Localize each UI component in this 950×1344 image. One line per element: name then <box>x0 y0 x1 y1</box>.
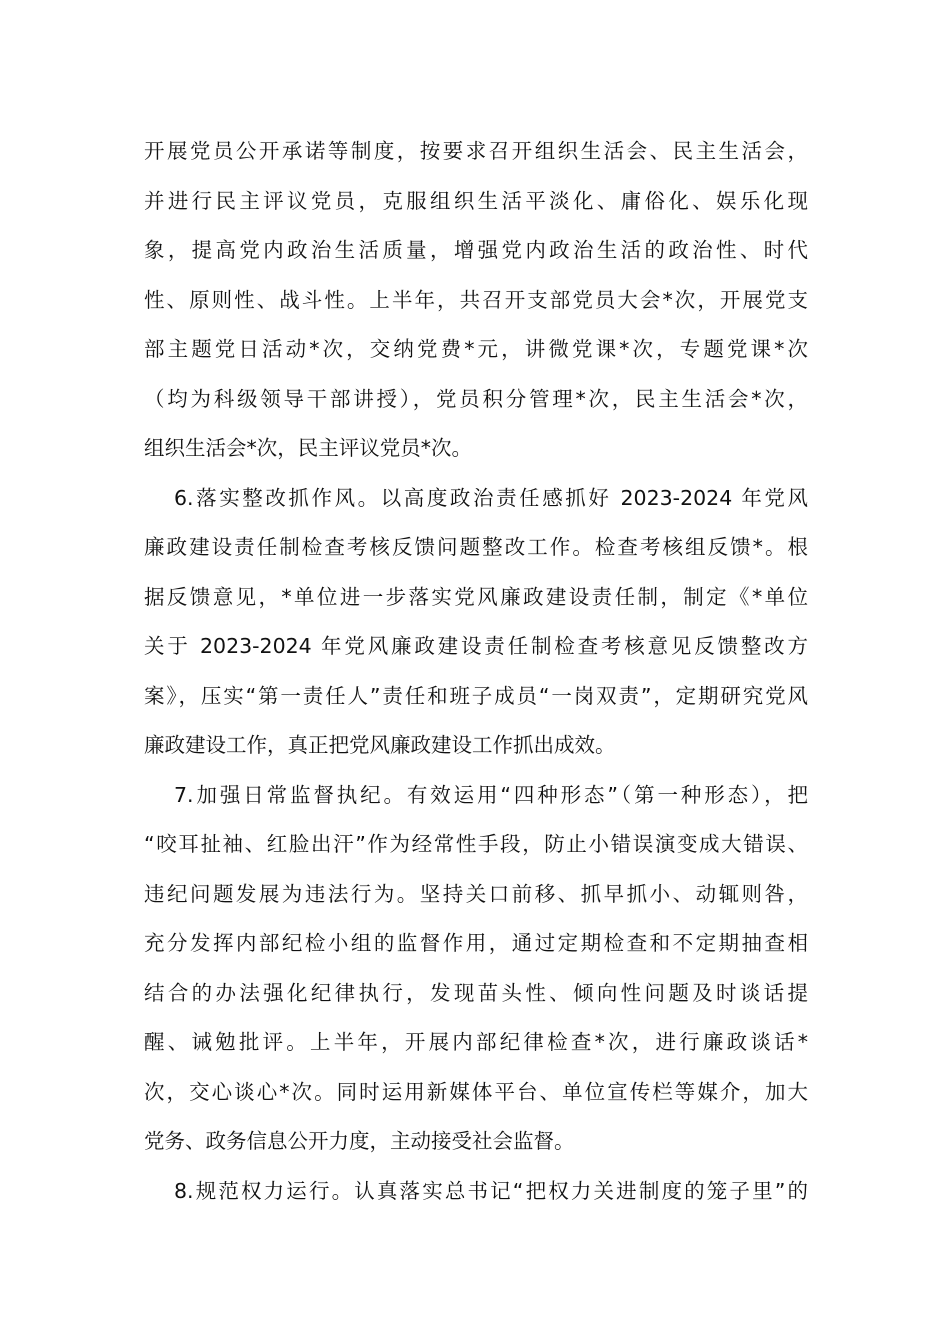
paragraph-8-start: 8.规范权力运行。认真落实总书记“把权力关进制度的笼子里”的 <box>174 1178 808 1203</box>
text-line: 关于 2023-2024 年党风廉政建设责任制检查考核意见反馈整改方 <box>144 634 808 658</box>
text-line: 部主题党日活动*次，交纳党费*元，讲微党课*次，专题党课*次 <box>144 337 808 361</box>
text-line: 醒、诫勉批评。上半年，开展内部纪律检查*次，进行廉政谈话* <box>144 1030 808 1054</box>
paragraph-7-start: 7.加强日常监督执纪。有效运用“四种形态”（第一种形态），把 <box>174 782 808 807</box>
text-line: “咬耳扯袖、红脸出汗”作为经常性手段，防止小错误演变成大错误、 <box>144 832 808 856</box>
text-line: 并进行民主评议党员，克服组织生活平淡化、庸俗化、娱乐化现 <box>144 188 808 213</box>
paragraph-6-start: 6.落实整改抓作风。以高度政治责任感抓好 2023-2024 年党风 <box>174 485 808 510</box>
text-line: 象，提高党内政治生活质量，增强党内政治生活的政治性、时代 <box>144 238 808 262</box>
text-line: 次，交心谈心*次。同时运用新媒体平台、单位宣传栏等媒介，加大 <box>144 1079 808 1104</box>
text-line: 开展党员公开承诺等制度，按要求召开组织生活会、民主生活会， <box>144 139 808 163</box>
text-line: 违纪问题发展为违法行为。坚持关口前移、抓早抓小、动辄则咎， <box>144 881 808 906</box>
text-line: 充分发挥内部纪检小组的监督作用，通过定期检查和不定期抽查相 <box>144 931 808 955</box>
text-line: 廉政建设责任制检查考核反馈问题整改工作。检查考核组反馈*。根 <box>144 535 808 559</box>
text-line: 结合的办法强化纪律执行，发现苗头性、倾向性问题及时谈话提 <box>144 980 808 1005</box>
text-line: 据反馈意见，*单位进一步落实党风廉政建设责任制，制定《*单位 <box>144 584 808 609</box>
text-line: 组织生活会*次，民主评议党员*次。 <box>144 436 472 460</box>
text-line: 党务、政务信息公开力度，主动接受社会监督。 <box>144 1129 575 1153</box>
text-line: 廉政建设工作，真正把党风廉政建设工作抓出成效。 <box>144 733 616 757</box>
text-line: 案》，压实“第一责任人”责任和班子成员“一岗双责”，定期研究党风 <box>144 683 808 708</box>
text-line: 性、原则性、战斗性。上半年，共召开支部党员大会*次，开展党支 <box>144 287 808 312</box>
text-line: （均为科级领导干部讲授），党员积分管理*次，民主生活会*次， <box>144 386 808 411</box>
